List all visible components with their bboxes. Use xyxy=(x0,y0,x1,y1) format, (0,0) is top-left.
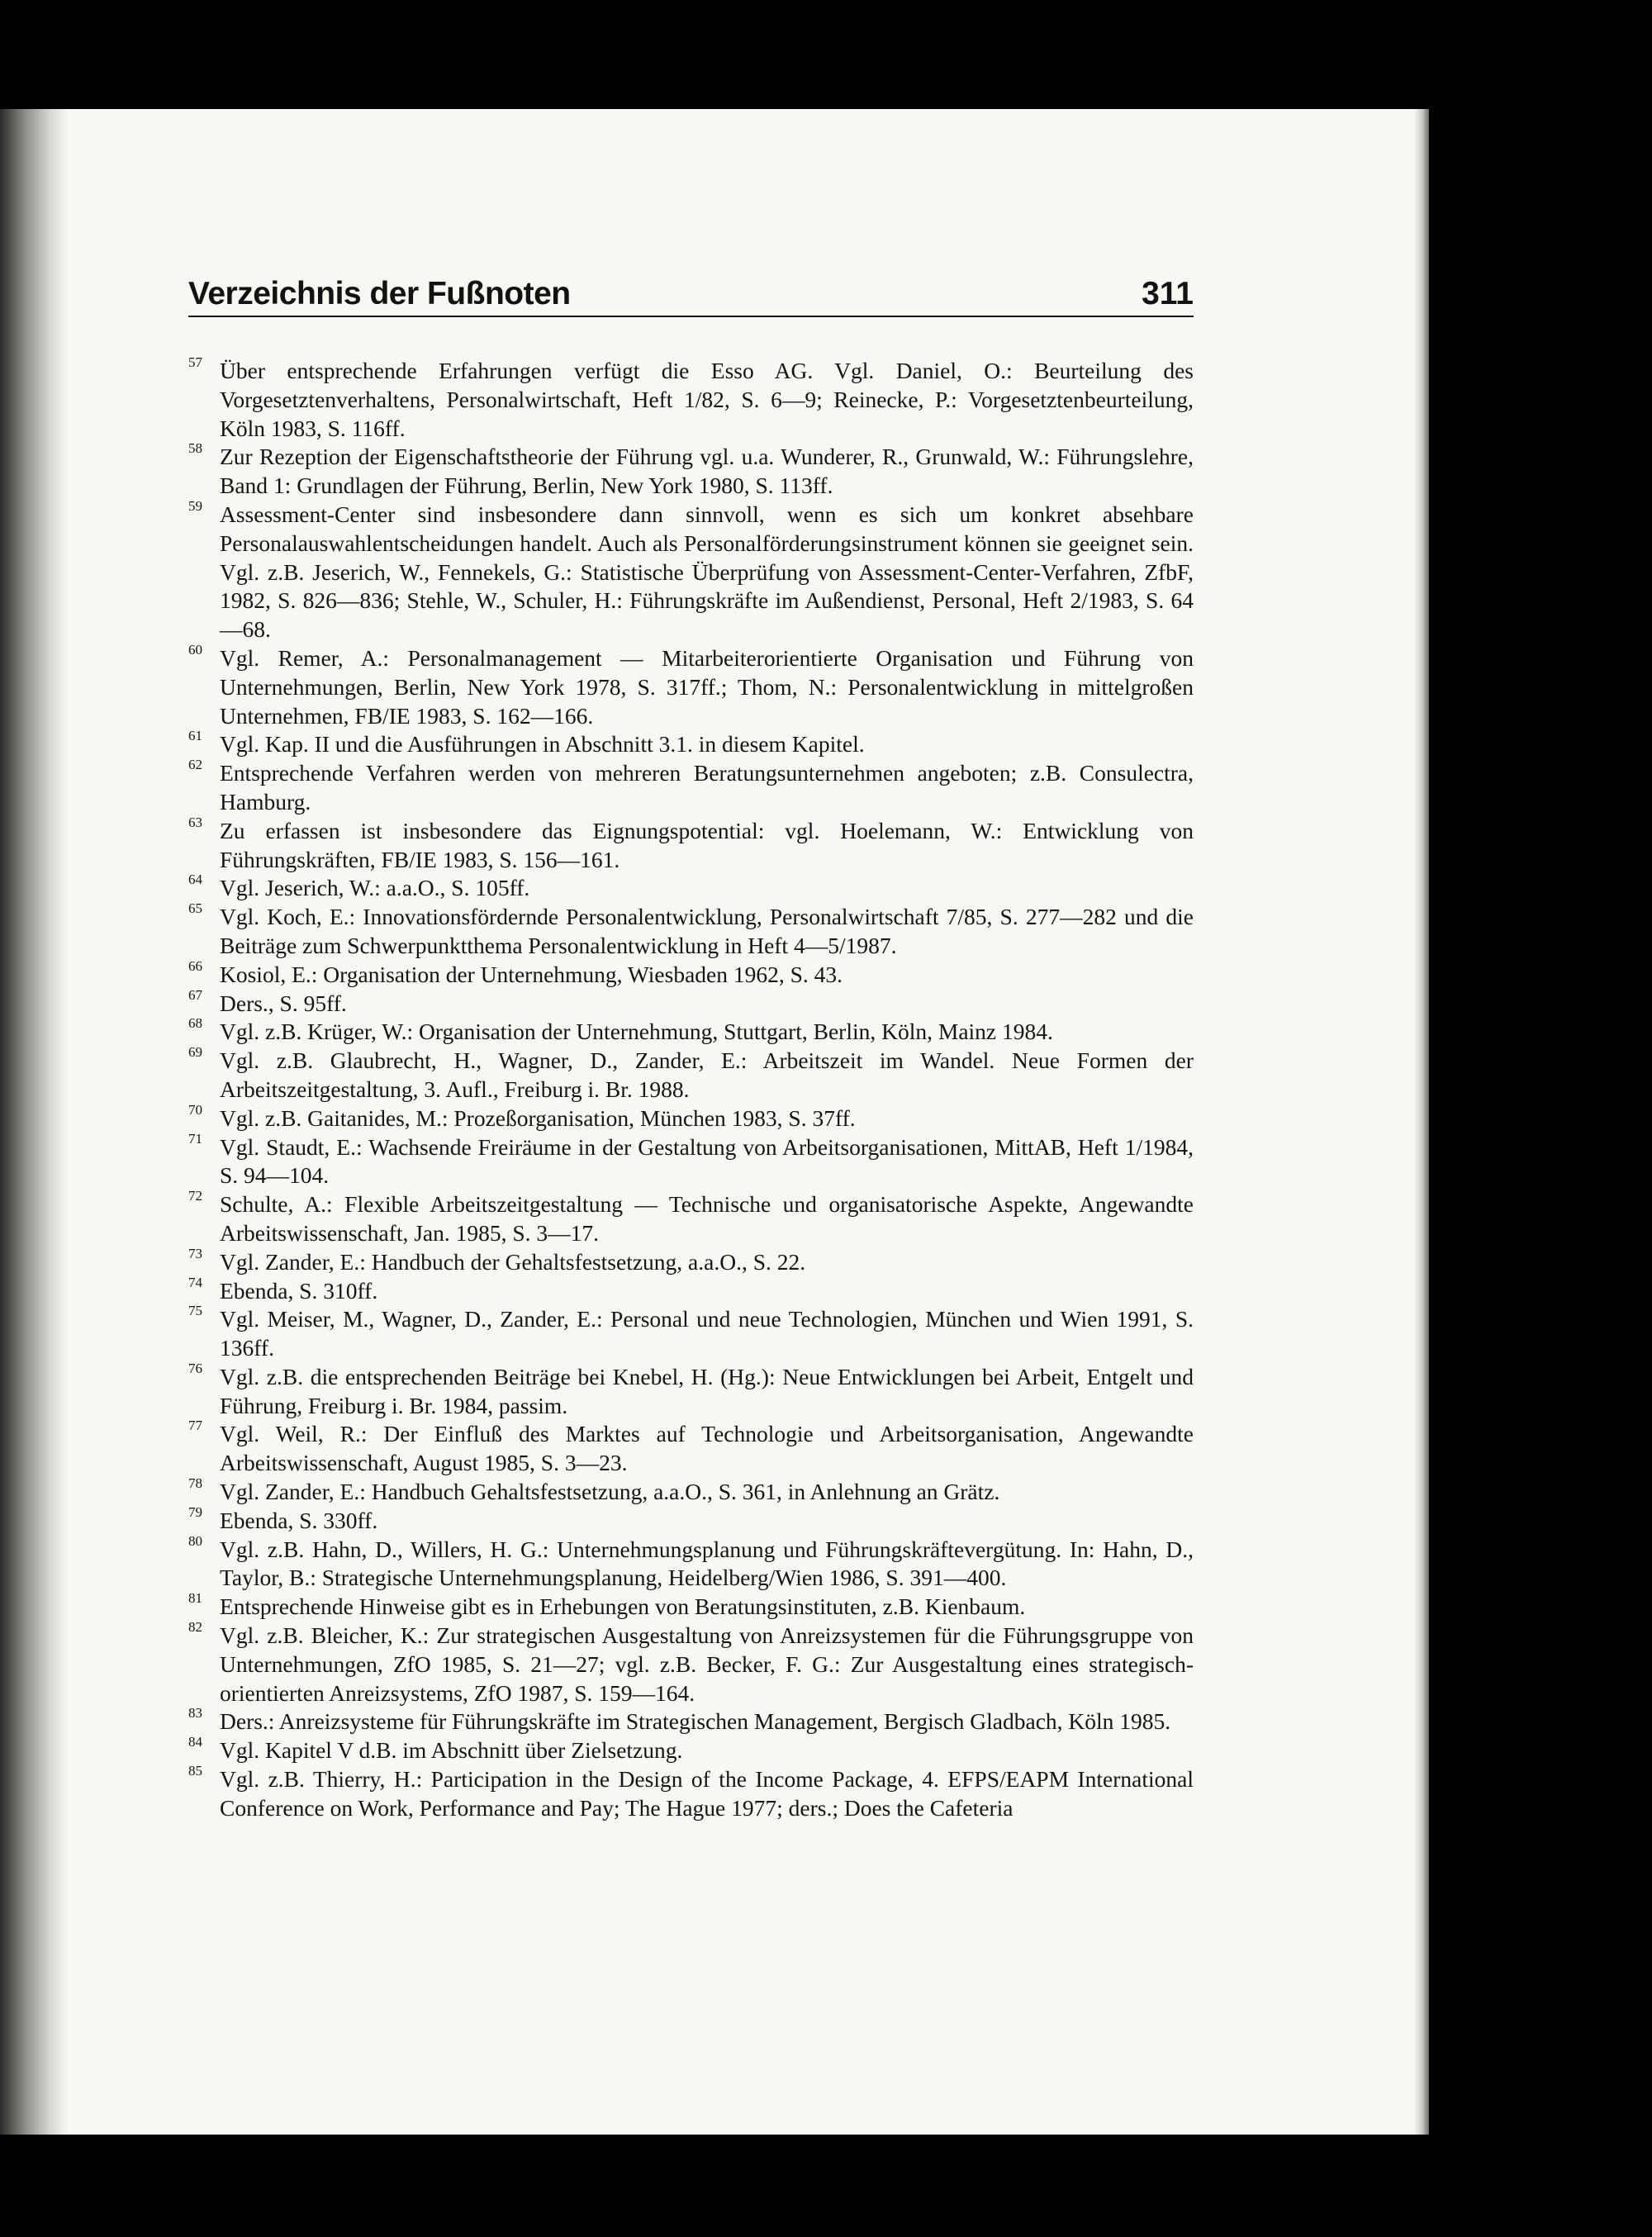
footnote-number: 62 xyxy=(188,757,202,773)
footnote-number: 68 xyxy=(188,1015,202,1032)
footnote-number: 72 xyxy=(188,1188,202,1204)
footnote-text: Vgl. Zander, E.: Handbuch der Gehaltsfestsetzung, a.a.O., S. 22. xyxy=(220,1248,806,1275)
footnote-74 xyxy=(188,1274,1194,1306)
footnote-text: Vgl. z.B. Gaitanides, M.: Prozeßorganisation, München 1983, S. 37ff. xyxy=(220,1104,856,1131)
footnote-text: Vgl. z.B. Bleicher, K.: Zur strategischen Ausgestaltung von Anreizsystemen für die Führungsgruppe von Unternehmungen, ZfO 1985, S. 21—27; vgl. z.B. Becker, F. G.: Zur Ausgestaltung eines strategisch-orientierten Anreizsystems, ZfO 1987, S. 159—164. xyxy=(220,1622,1194,1706)
footnote-60 xyxy=(188,641,1194,730)
footnote-81 xyxy=(188,1590,1194,1622)
footnote-text: Vgl. Koch, E.: Innovationsfördernde Personalentwicklung, Personalwirtschaft 7/85, S. 277—282 und die Beiträge zum Schwerpunktthema Personalentwicklung in Heft 4—5/1987. xyxy=(220,904,1194,958)
footnote-number: 82 xyxy=(188,1619,202,1636)
page-number: 311 xyxy=(1142,276,1194,311)
footnote-number: 60 xyxy=(188,641,202,658)
footnote-text: Assessment-Center sind insbesondere dann sinnvoll, wenn es sich um konkret absehbare Personalauswahlentscheidungen handelt. Auch als Personalförderungsinstrument können sie geeignet sein. Vgl. z.B. Jeserich, W., Fennekels, G.: Statistische Überprüfung von Assessment-Center-Verfahren, ZfbF, 1982, S. 826—836; Stehle, W., Schuler, H.: Führungskräfte im Außendienst, Personal, Heft 2/1983, S. 64—68. xyxy=(220,501,1194,643)
footnote-text: Vgl. Meiser, M., Wagner, D., Zander, E.: Personal und neue Technologien, München und Wien 1991, S. 136ff. xyxy=(220,1306,1194,1361)
footnote-text: Vgl. z.B. Thierry, H.: Participation in the Design of the Income Package, 4. EFPS/EAPM International Conference on Work, Performance and Pay; The Hague 1977; ders.; Does the Cafeteria xyxy=(220,1766,1194,1821)
footnote-number: 75 xyxy=(188,1303,202,1319)
footnote-65 xyxy=(188,900,1194,961)
footnote-63 xyxy=(188,814,1194,875)
footnote-79 xyxy=(188,1503,1194,1536)
footnote-text: Vgl. z.B. Glaubrecht, H., Wagner, D., Zander, E.: Arbeitszeit im Wandel. Neue Formen der Arbeitszeitgestaltung, 3. Aufl., Freiburg i. Br. 1988. xyxy=(220,1047,1194,1102)
footnote-text: Vgl. Jeserich, W.: a.a.O., S. 105ff. xyxy=(220,875,530,901)
footnote-number: 71 xyxy=(188,1130,202,1147)
footnote-68 xyxy=(188,1015,1194,1047)
footnote-number: 81 xyxy=(188,1590,202,1607)
footnote-number: 63 xyxy=(188,814,202,830)
running-header xyxy=(188,273,1194,317)
footnote-number: 57 xyxy=(188,354,202,370)
page-gutter-shadow xyxy=(0,109,68,2135)
footnote-text: Zu erfassen ist insbesondere das Eignungspotential: vgl. Hoelemann, W.: Entwicklung von Führungskräften, FB/IE 1983, S. 156—161. xyxy=(220,817,1194,872)
footnote-number: 59 xyxy=(188,497,202,514)
footnote-number: 74 xyxy=(188,1274,202,1290)
footnote-text: Über entsprechende Erfahrungen verfügt die Esso AG. Vgl. Daniel, O.: Beurteilung des Vorgesetztenverhaltens, Personalwirtschaft, Heft 1/82, S. 6—9; Reinecke, P.: Vorgesetztenbeurteilung, Köln 1983, S. 116ff. xyxy=(220,358,1194,441)
footnote-number: 70 xyxy=(188,1101,202,1118)
footnote-66 xyxy=(188,957,1194,990)
footnote-59 xyxy=(188,497,1194,644)
footnote-number: 65 xyxy=(188,900,202,917)
footnote-70 xyxy=(188,1101,1194,1133)
footnote-67 xyxy=(188,986,1194,1019)
footnote-text: Vgl. z.B. Hahn, D., Willers, H. G.: Unternehmungsplanung und Führungskräftevergütung. In: Hahn, D., Taylor, B.: Strategische Unternehmungsplanung, Heidelberg/Wien 1986, S. 391—400. xyxy=(220,1536,1194,1591)
footnote-number: 73 xyxy=(188,1245,202,1261)
footnote-number: 83 xyxy=(188,1705,202,1722)
page-right-edge xyxy=(1414,109,1429,2135)
footnote-77 xyxy=(188,1420,1194,1478)
footnote-text: Ders.: Anreizsysteme für Führungskräfte im Strategischen Management, Bergisch Gladbach, Köln 1985. xyxy=(220,1708,1171,1735)
footnote-64 xyxy=(188,874,1194,903)
footnote-number: 66 xyxy=(188,957,202,974)
footnote-text: Vgl. z.B. Krüger, W.: Organisation der Unternehmung, Stuttgart, Berlin, Köln, Mainz 1984. xyxy=(220,1019,1053,1045)
footnote-76 xyxy=(188,1360,1194,1421)
footnote-text: Vgl. Weil, R.: Der Einfluß des Marktes auf Technologie und Arbeitsorganisation, Angewandte Arbeitswissenschaft, August 1985, S. 3—23. xyxy=(220,1421,1194,1476)
footnote-number: 84 xyxy=(188,1734,202,1750)
footnote-75 xyxy=(188,1305,1194,1363)
footnote-61 xyxy=(188,730,1194,759)
footnote-number: 61 xyxy=(188,728,202,744)
footnote-number: 77 xyxy=(188,1418,202,1434)
footnote-text: Ebenda, S. 310ff. xyxy=(220,1277,378,1304)
footnote-73 xyxy=(188,1245,1194,1277)
footnote-number: 64 xyxy=(188,872,202,888)
footnote-71 xyxy=(188,1130,1194,1191)
footnote-text: Vgl. Kapitel V d.B. im Abschnitt über Zielsetzung. xyxy=(220,1737,683,1764)
footnote-number: 69 xyxy=(188,1044,202,1061)
footnote-number: 76 xyxy=(188,1360,202,1376)
footnote-57 xyxy=(188,354,1194,443)
footnote-text: Schulte, A.: Flexible Arbeitszeitgestaltung — Technische und organisatorische Aspekte, Angewandte Arbeitswissenschaft, Jan. 1985, S. 3—17. xyxy=(220,1191,1194,1246)
footnote-83 xyxy=(188,1707,1194,1736)
footnote-number: 85 xyxy=(188,1763,202,1779)
footnote-text: Ebenda, S. 330ff. xyxy=(220,1507,378,1533)
footnote-85 xyxy=(188,1765,1194,1823)
footnote-text: Vgl. Remer, A.: Personalmanagement — Mitarbeiterorientierte Organisation und Führung von Unternehmungen, Berlin, New York 1978, S. 317ff.; Thom, N.: Personalentwicklung in mittelgroßen Unternehmen, FB/IE 1983, S. 162—166. xyxy=(220,644,1194,729)
footnote-84 xyxy=(188,1736,1194,1765)
footnote-69 xyxy=(188,1044,1194,1104)
footnote-text: Vgl. z.B. die entsprechenden Beiträge bei Knebel, H. (Hg.): Neue Entwicklungen bei Arbeit, Entgelt und Führung, Freiburg i. Br. 1984, passim. xyxy=(220,1363,1194,1418)
footnote-number: 78 xyxy=(188,1475,202,1492)
footnote-text: Kosiol, E.: Organisation der Unternehmung, Wiesbaden 1962, S. 43. xyxy=(220,961,843,987)
footnote-list xyxy=(188,354,1194,1823)
footnote-62 xyxy=(188,759,1194,817)
footnote-58 xyxy=(188,440,1194,501)
footnote-text: Entsprechende Verfahren werden von mehreren Beratungsunternehmen angeboten; z.B. Consulectra, Hamburg. xyxy=(220,760,1194,815)
footnote-number: 58 xyxy=(188,440,202,457)
footnote-82 xyxy=(188,1619,1194,1707)
footnote-72 xyxy=(188,1190,1194,1248)
running-header-title: Verzeichnis der Fußnoten xyxy=(188,276,571,311)
footnote-number: 79 xyxy=(188,1503,202,1520)
footnote-80 xyxy=(188,1532,1194,1593)
footnote-text: Vgl. Kap. II und die Ausführungen in Abschnitt 3.1. in diesem Kapitel. xyxy=(220,731,865,758)
footnote-text: Entsprechende Hinweise gibt es in Erhebungen von Beratungsinstituten, z.B. Kienbaum. xyxy=(220,1593,1026,1620)
footnote-78 xyxy=(188,1475,1194,1507)
footnote-text: Vgl. Staudt, E.: Wachsende Freiräume in der Gestaltung von Arbeitsorganisationen, MittAB, Heft 1/1984, S. 94—104. xyxy=(220,1133,1194,1189)
footnote-number: 67 xyxy=(188,986,202,1003)
footnote-text: Ders., S. 95ff. xyxy=(220,990,347,1016)
footnote-number: 80 xyxy=(188,1532,202,1549)
footnote-text: Vgl. Zander, E.: Handbuch Gehaltsfestsetzung, a.a.O., S. 361, in Anlehnung an Grätz. xyxy=(220,1479,1000,1505)
footnote-text: Zur Rezeption der Eigenschaftstheorie der Führung vgl. u.a. Wunderer, R., Grunwald, W.: Führungslehre, Band 1: Grundlagen der Führung, Berlin, New York 1980, S. 113ff. xyxy=(220,444,1194,499)
